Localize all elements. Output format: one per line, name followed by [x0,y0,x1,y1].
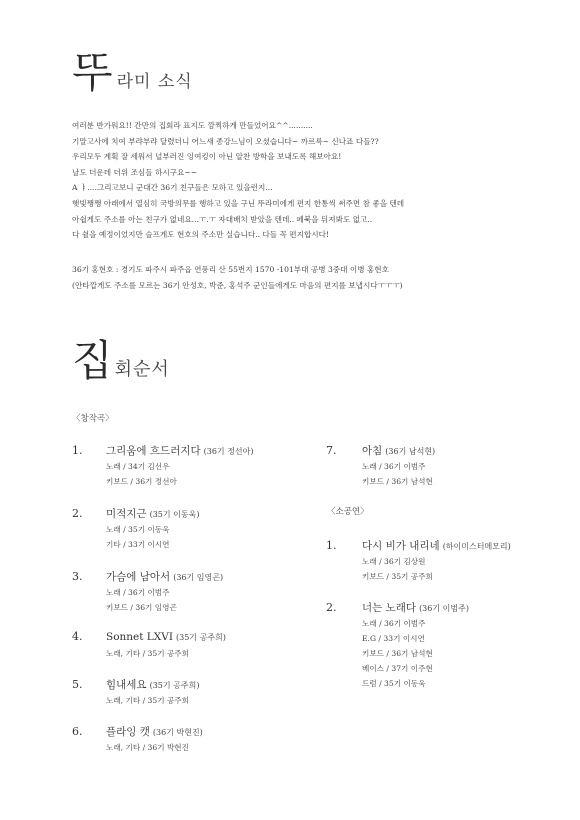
song-author: (36기 이범주) [419,604,469,613]
song-credit: 노래, 기타 / 36기 박현진 [106,743,189,752]
mailing-address [72,262,542,293]
news-paragraph: 아쉽게도 주소를 아는 친구가 없네요...ㅜ.ㅜ 자대배치 받았을 텐데.. 페북을 뒤져봐도 없고.. [72,214,373,224]
song-credit: 노래 / 36기 이범주 [362,462,426,471]
news-heading-rest: 라미 소식 [116,72,193,92]
news-paragraph: 기말고사에 치여 부랴부랴 달렸더니 어느새 종강느님이 오셨습니다~ 까르륵~ 신나죠 다들?? [72,136,379,146]
news-body [72,118,542,243]
news-paragraph: 날도 더운데 더위 조심들 하시구요~~ [72,167,198,177]
song-credit: 노래 / 36기 이범주 [362,619,426,628]
song-credit: 키보드 / 36기 정선아 [106,477,177,486]
song-author: (36기 임영곤) [173,573,224,582]
song-author: (36기 남석현) [385,447,436,456]
original-song [72,506,312,552]
song-author: (하이미스터메모리) [442,542,511,551]
song-number: 2. [72,507,83,520]
song-number: 5. [72,678,83,691]
song-credit: E.G / 33기 이시연 [362,634,425,643]
song-title: 너는 노래다 [362,602,417,614]
song-credit: 키보드 / 36기 남석현 [362,477,433,486]
song-title: 힘내세요 [106,679,147,691]
address-line: 36기 홍현호 : 경기도 파주시 파주읍 연풍리 산 55번지 1570 -101부대 공병 3중대 이병 홍현호 [72,265,389,274]
song-credit: 노래 / 36기 이범주 [106,588,170,597]
song-author: (36기 정선아) [203,447,254,456]
song-number: 1. [72,444,83,457]
song-number: 6. [72,725,83,738]
song-credit: 노래 / 35기 이동욱 [106,525,170,534]
original-songs-label: 〈창작곡〉 [72,414,114,424]
song-number: 4. [72,630,83,643]
song-credit: 베이스 / 37기 이주현 [362,664,433,673]
program-heading [72,336,170,385]
song-title: 그리움에 흐드러지다 [106,445,201,457]
song-author: (36기 박현진) [152,728,203,737]
news-paragraph: 여러분 반가워요!! 간만의 집회라 표지도 깜찍하게 만들었어요^^.......... [72,121,313,130]
song-number: 3. [72,570,83,583]
news-paragraph: 햇빛쨍쨍 아래에서 열심히 국방의무를 행하고 있을 구닌 뚜라미에게 편지 한통씩 써주면 참 좋을 텐데 [72,198,405,208]
address-note: (안타깝게도 주소를 모르는 36기 안성호, 박준, 홍석주 군인들에게도 마음의 편지를 보냅시다ㅜㅜㅜ) [72,280,403,290]
cover-song [326,600,566,691]
song-credit: 노래, 기타 / 35기 공주희 [106,696,189,705]
song-credit: 키보드 / 36기 임영곤 [106,603,177,612]
song-title: 가슴에 남아서 [106,571,171,583]
song-title: 플라잉 캣 [106,726,150,738]
news-paragraph: 다 쉴을 예정이었지만 슬프게도 현호의 주소만 실습니다.. 다들 꼭 편지합시다! [72,230,330,240]
song-title: Sonnet LXVI [106,631,173,643]
song-credit: 노래 / 36기 김상원 [362,557,426,566]
news-heading [72,48,193,97]
song-title: 다시 비가 내리네 [362,540,440,552]
song-credit: 드럼 / 35기 이동욱 [362,679,426,688]
cover-songs-label: 〈소공연〉 [327,507,369,517]
song-author: (35기 이동욱) [149,510,200,519]
song-number: 1. [326,539,337,552]
song-title: 미적지근 [106,508,147,520]
news-paragraph: 우리모두 계획 잘 세워서 널부러진 잉여킹이 아닌 알찬 방학을 보내도록 해보아요! [72,152,342,162]
news-heading-initial: 뚜 [72,48,113,97]
original-song [72,443,312,489]
song-credit: 노래, 기타 / 35기 공주희 [106,649,189,658]
song-credit: 키보드 / 35기 공주희 [362,572,433,581]
program-heading-rest: 회순서 [114,359,170,380]
cover-song [326,538,566,584]
song-author: (35기 공주희) [149,681,200,690]
song-number: 7. [326,444,337,457]
song-author: (35기 공주희) [176,633,226,642]
song-title: 아침 [362,445,383,457]
original-song [326,443,566,489]
program-heading-initial: 집 [72,336,113,385]
original-song [72,630,312,661]
song-number: 2. [326,601,337,614]
song-credit: 키보드 / 36기 남석현 [362,649,433,658]
news-paragraph: A ㅑ....그리고보니 군대간 36기 친구들은 모하고 있을런지... [72,183,273,193]
song-credit: 노래 / 34기 김선우 [106,462,170,471]
original-song [72,569,312,615]
song-credit: 기타 / 33기 이시연 [106,540,170,549]
original-song [72,677,312,708]
original-song [72,724,312,755]
